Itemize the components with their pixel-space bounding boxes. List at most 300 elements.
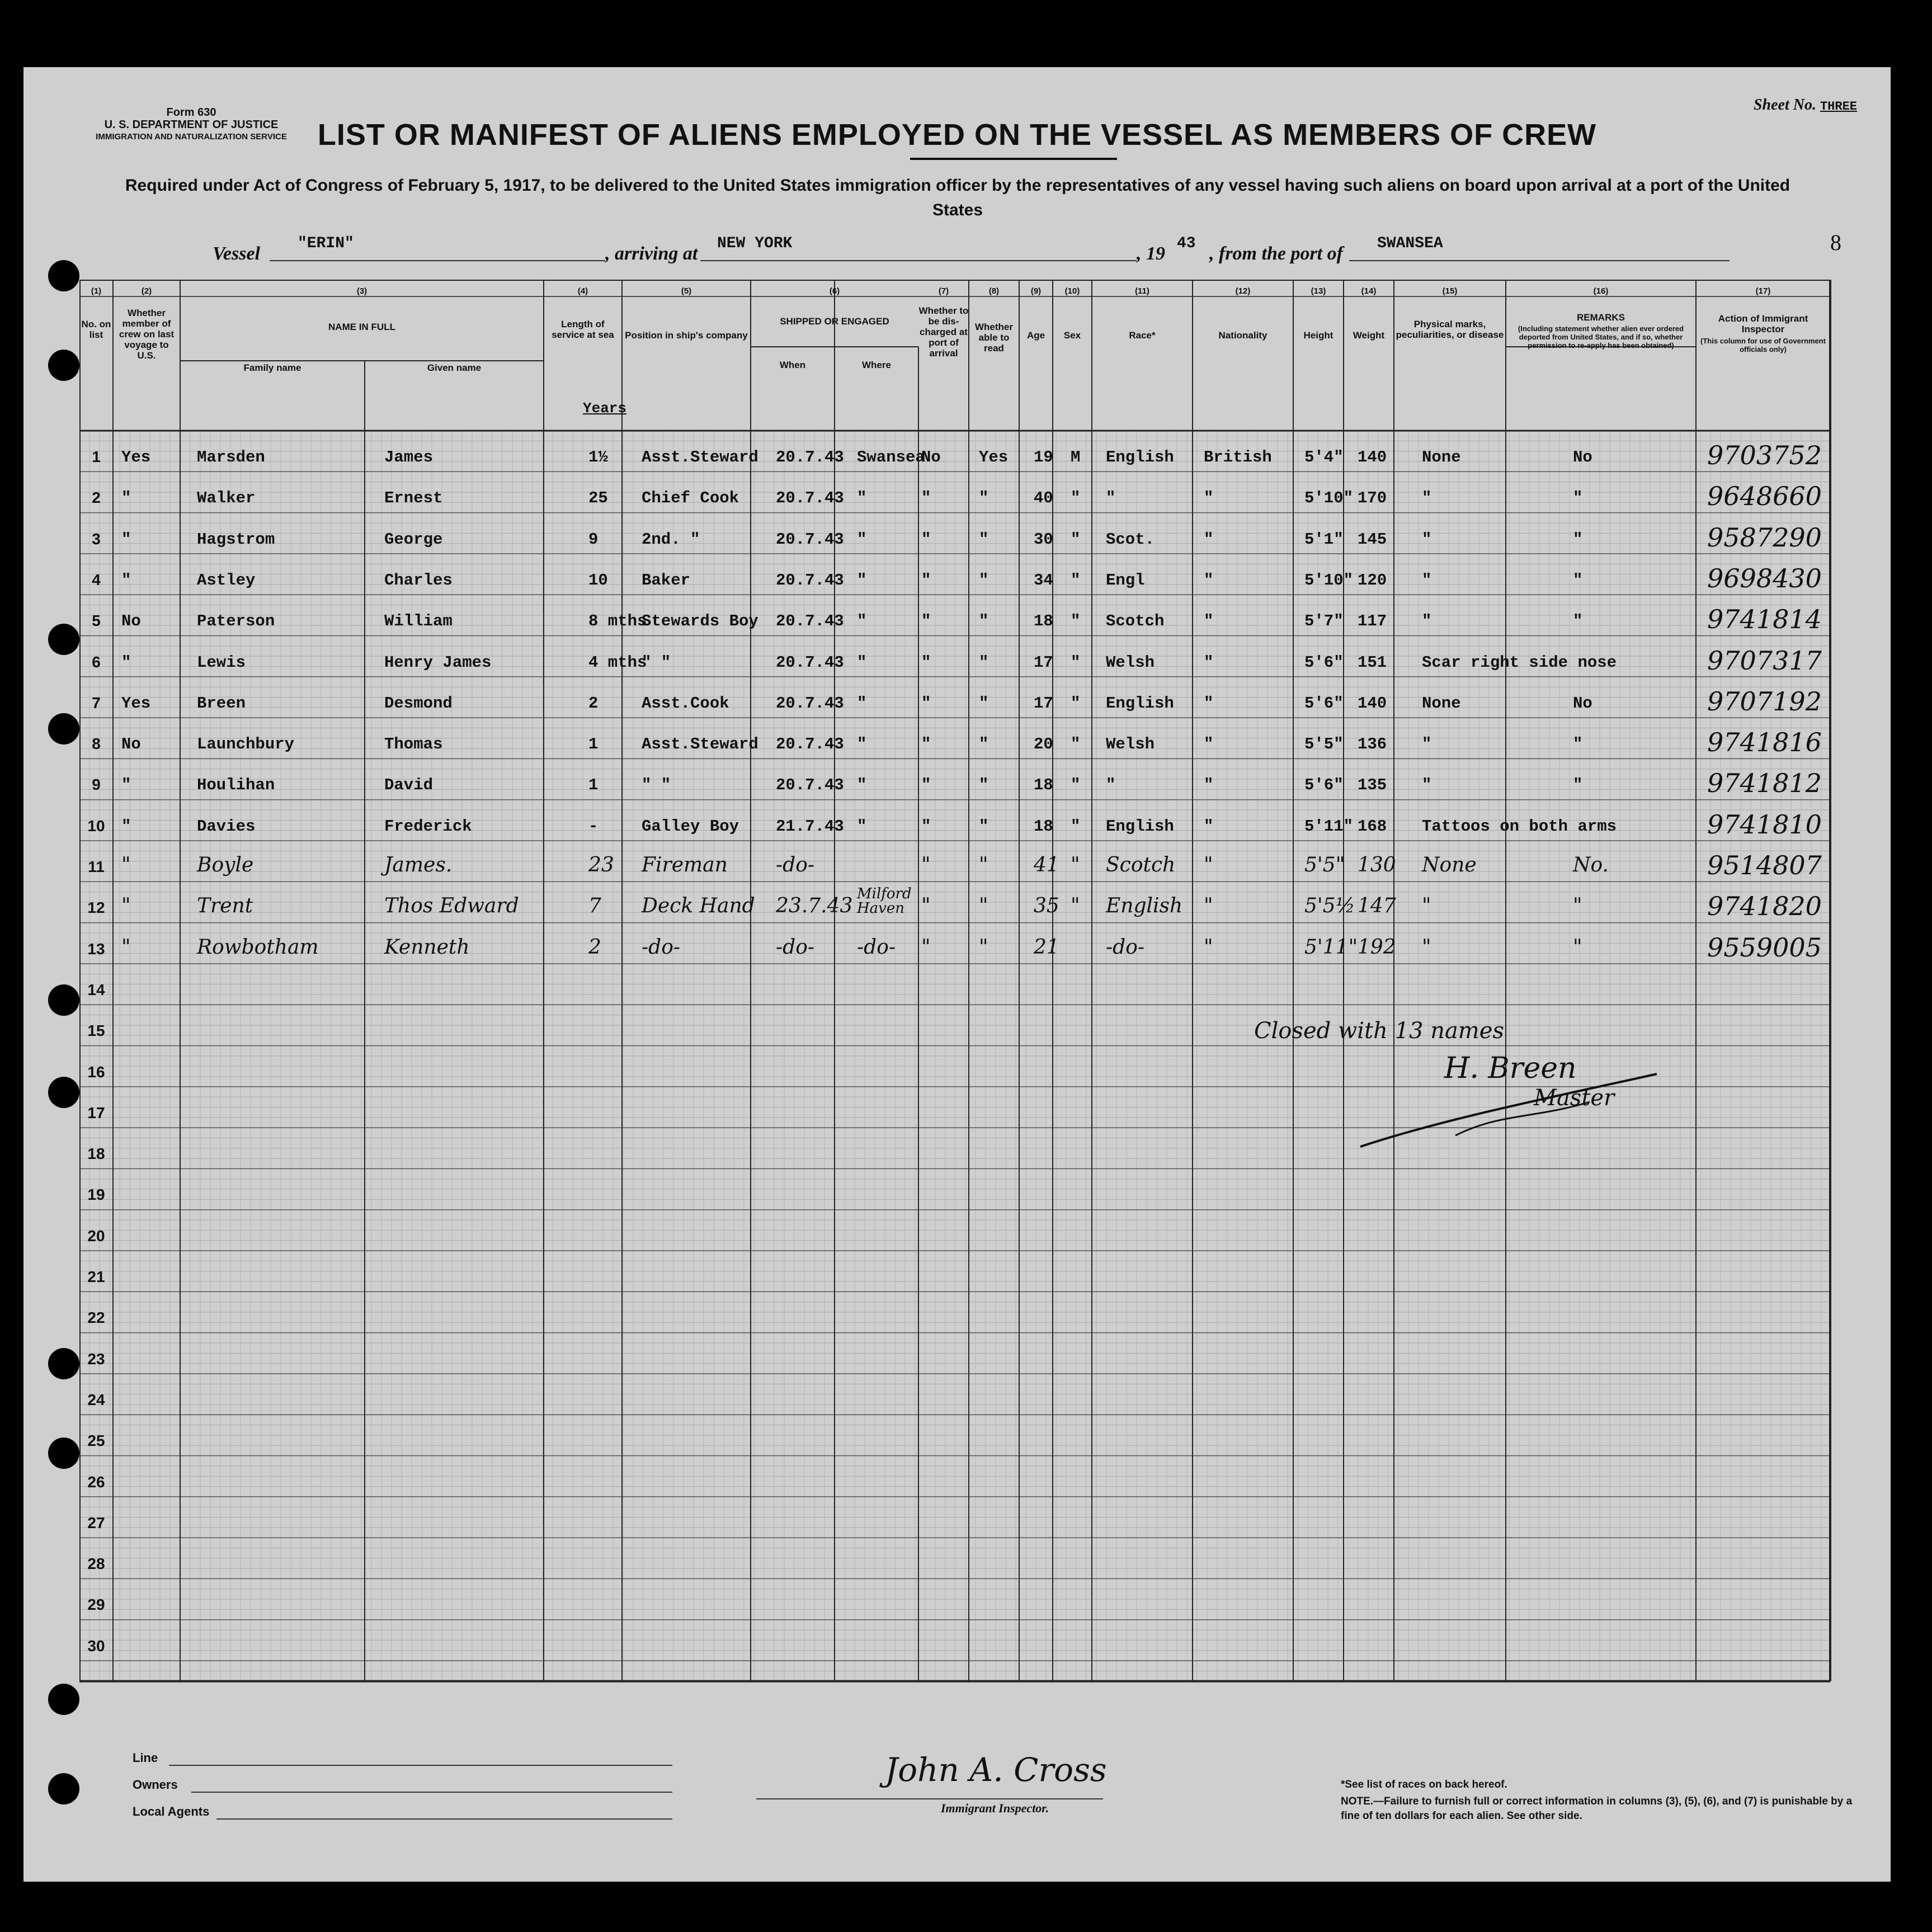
sheet-label: Sheet No. bbox=[1753, 96, 1816, 114]
header-sex: Sex bbox=[1063, 330, 1081, 341]
cell-marks: " bbox=[1422, 530, 1432, 549]
cell-discharged: " bbox=[921, 571, 931, 590]
cell-race: English bbox=[1106, 694, 1174, 713]
cell-discharged: " bbox=[921, 894, 931, 918]
cell-height: 5'1" bbox=[1304, 530, 1344, 549]
column-number-5: (5) bbox=[681, 286, 692, 296]
cell-given: George bbox=[384, 530, 443, 549]
cell-where: Swansea bbox=[857, 448, 925, 466]
header-no-on-list: No. on list bbox=[81, 319, 111, 340]
column-number-4: (4) bbox=[577, 286, 588, 296]
cell-race: English bbox=[1106, 894, 1183, 918]
cell-race: Welsh bbox=[1106, 735, 1155, 754]
cell-when: 20.7.43 bbox=[776, 489, 844, 508]
punch-hole bbox=[48, 1684, 79, 1715]
line-label: Line bbox=[133, 1751, 158, 1765]
column-number-9: (9) bbox=[1030, 286, 1042, 296]
row-number: 29 bbox=[87, 1596, 105, 1614]
cell-sex: " bbox=[1071, 776, 1081, 795]
cell-read: " bbox=[979, 894, 988, 918]
cell-weight: 168 bbox=[1358, 817, 1387, 836]
cell-weight: 135 bbox=[1358, 776, 1387, 795]
cell-sex: M bbox=[1071, 448, 1081, 466]
inspector-signature: John A. Cross bbox=[885, 1751, 1107, 1789]
cell-marks: Tattoos on both arms bbox=[1422, 817, 1617, 836]
row-number: 14 bbox=[87, 981, 105, 998]
vessel-label: Vessel bbox=[213, 243, 260, 264]
cell-family: Walker bbox=[197, 489, 256, 508]
cell-when: 20.7.43 bbox=[776, 776, 844, 795]
cell-age: 18 bbox=[1034, 612, 1053, 631]
sheet-number bbox=[1754, 96, 1857, 114]
cell-nationality: " bbox=[1204, 735, 1214, 754]
column-number-3: (3) bbox=[356, 286, 367, 296]
cell-read: Yes bbox=[979, 448, 1009, 466]
cell-nationality: " bbox=[1204, 530, 1214, 549]
cell-given: Kenneth bbox=[384, 935, 470, 959]
cell-position: Asst.Steward bbox=[642, 735, 758, 754]
column-number-17: (17) bbox=[1755, 286, 1771, 296]
form-number: Form 630 bbox=[166, 106, 216, 119]
cell-position: Stewards Boy bbox=[642, 612, 758, 631]
cell-discharged: " bbox=[921, 817, 931, 836]
cell-weight: 192 bbox=[1358, 935, 1396, 959]
cell-height: 5'5" bbox=[1304, 854, 1345, 877]
punch-hole bbox=[48, 713, 79, 744]
cell-where: " bbox=[857, 776, 867, 795]
cell-read: " bbox=[979, 571, 989, 590]
cell-service: - bbox=[588, 817, 599, 836]
cell-height: 5'6" bbox=[1304, 776, 1344, 795]
cell-remarks: " bbox=[1573, 612, 1583, 631]
cell-read: " bbox=[979, 694, 989, 713]
cell-given: Desmond bbox=[384, 694, 453, 713]
cell-weight: 151 bbox=[1358, 653, 1387, 672]
cell-when: 20.7.43 bbox=[776, 530, 844, 549]
cell-where: " bbox=[857, 694, 867, 713]
cell-when: 20.7.43 bbox=[776, 448, 844, 466]
cell-read: " bbox=[979, 817, 989, 836]
cell-discharged: " bbox=[921, 854, 931, 877]
cell-action: 9707317 bbox=[1707, 645, 1822, 676]
cell-remarks: " bbox=[1573, 489, 1583, 508]
cell-service: 1½ bbox=[588, 448, 608, 466]
punch-hole bbox=[48, 260, 79, 291]
cell-action: 9741816 bbox=[1707, 727, 1822, 758]
cell-height: 5'10" bbox=[1304, 489, 1354, 508]
from-port-label: , from the port of bbox=[1209, 243, 1343, 264]
owners-underline bbox=[191, 1792, 672, 1793]
column-number-13: (13) bbox=[1311, 286, 1326, 296]
cell-position: Baker bbox=[642, 571, 691, 590]
cell-read: " bbox=[979, 612, 989, 631]
cell-read: " bbox=[979, 776, 989, 795]
cell-nationality: " bbox=[1204, 489, 1214, 508]
row-number: 28 bbox=[87, 1555, 105, 1573]
row-number: 8 bbox=[92, 735, 101, 753]
cell-when: -do- bbox=[776, 854, 815, 877]
cell-nationality: " bbox=[1204, 817, 1214, 836]
owners-label: Owners bbox=[133, 1778, 178, 1792]
cell-when: 20.7.43 bbox=[776, 735, 844, 754]
cell-sex: " bbox=[1071, 612, 1081, 631]
master-title: Master bbox=[1534, 1085, 1615, 1111]
cell-discharged: " bbox=[921, 776, 931, 795]
cell-remarks: No. bbox=[1573, 854, 1609, 877]
cell-nationality: " bbox=[1204, 571, 1214, 590]
row-number: 26 bbox=[87, 1473, 105, 1491]
cell-weight: 140 bbox=[1358, 694, 1387, 713]
cell-sex: " bbox=[1071, 854, 1080, 877]
cell-family: Launchbury bbox=[197, 735, 295, 754]
cell-action: 9514807 bbox=[1707, 850, 1822, 880]
cell-given: Henry James bbox=[384, 653, 492, 672]
cell-marks: " bbox=[1422, 612, 1432, 631]
cell-remarks: " bbox=[1573, 894, 1582, 918]
cell-where: -do- bbox=[857, 935, 896, 959]
cell-age: 30 bbox=[1034, 530, 1053, 549]
cell-race: " bbox=[1106, 776, 1116, 795]
signature-flourish bbox=[1355, 1052, 1668, 1163]
row-number: 2 bbox=[92, 489, 101, 507]
cell-position: Chief Cook bbox=[642, 489, 739, 508]
cell-action: 9648660 bbox=[1707, 481, 1822, 512]
cell-when: 20.7.43 bbox=[776, 571, 844, 590]
cell-action: 9703752 bbox=[1707, 440, 1822, 470]
cell-age: 17 bbox=[1034, 694, 1053, 713]
column-number-6: (6) bbox=[829, 286, 840, 296]
row-number: 3 bbox=[92, 530, 101, 548]
row-number: 9 bbox=[92, 776, 101, 794]
cell-read: " bbox=[979, 735, 989, 754]
cell-sex: " bbox=[1071, 653, 1081, 672]
cell-discharged: " bbox=[921, 653, 931, 672]
header-height: Height bbox=[1303, 330, 1333, 341]
cell-read: " bbox=[979, 489, 989, 508]
cell-given: David bbox=[384, 776, 433, 795]
row-number: 23 bbox=[87, 1350, 105, 1368]
cell-remarks: No bbox=[1573, 694, 1592, 713]
cell-race: English bbox=[1106, 448, 1174, 466]
cell-nationality: " bbox=[1204, 653, 1214, 672]
header-last-voyage: Whether member of crew on last voyage to U.S. bbox=[119, 308, 175, 361]
cell-weight: 130 bbox=[1358, 854, 1396, 877]
cell-family: Rowbotham bbox=[197, 935, 319, 959]
cell-age: 18 bbox=[1034, 776, 1053, 795]
cell-position: " " bbox=[642, 653, 671, 672]
row-number: 6 bbox=[92, 653, 101, 671]
arriving-port: NEW YORK bbox=[717, 235, 793, 252]
inspector-underline bbox=[756, 1798, 1103, 1799]
cell-height: 5'6" bbox=[1304, 653, 1344, 672]
row-number: 18 bbox=[87, 1145, 105, 1163]
header-weight: Weight bbox=[1353, 330, 1385, 341]
column-number-10: (10) bbox=[1064, 286, 1080, 296]
cell-where: " bbox=[857, 571, 867, 590]
year-value: 43 bbox=[1177, 235, 1196, 252]
cell-position: -do- bbox=[642, 935, 681, 959]
cell-age: 19 bbox=[1034, 448, 1053, 466]
header-length-of-service: Length of service at sea bbox=[552, 319, 614, 340]
cell-nationality: " bbox=[1204, 776, 1214, 795]
cell-last: Yes bbox=[121, 448, 151, 466]
cell-position: Asst.Steward bbox=[642, 448, 758, 466]
row-number: 24 bbox=[87, 1391, 105, 1408]
cell-sex: " bbox=[1071, 817, 1081, 836]
cell-service: 23 bbox=[588, 854, 614, 877]
header-where: Where bbox=[862, 360, 891, 370]
cell-last: " bbox=[121, 817, 131, 836]
header-inspector-note: (This column for use of Government officials only) bbox=[1700, 337, 1826, 354]
cell-position: 2nd. " bbox=[642, 530, 700, 549]
row-number: 30 bbox=[87, 1637, 105, 1655]
cell-marks: " bbox=[1422, 935, 1431, 959]
punch-hole bbox=[48, 1348, 79, 1379]
column-number-14: (14) bbox=[1361, 286, 1377, 296]
cell-marks: None bbox=[1422, 854, 1477, 877]
cell-given: Frederick bbox=[384, 817, 472, 836]
cell-service: 25 bbox=[588, 489, 608, 508]
cell-discharged: No bbox=[921, 448, 941, 466]
header-family-name: Family name bbox=[243, 362, 301, 373]
cell-when: 23.7.43 bbox=[776, 894, 853, 918]
cell-height: 5'11" bbox=[1304, 935, 1358, 959]
punch-hole bbox=[48, 984, 79, 1016]
cell-last: No bbox=[121, 735, 141, 754]
punch-hole bbox=[48, 1077, 79, 1108]
cell-remarks: " bbox=[1573, 935, 1582, 959]
punch-hole bbox=[48, 350, 79, 381]
cell-race: Engl bbox=[1106, 571, 1145, 590]
cell-age: 21 bbox=[1034, 935, 1059, 959]
cell-where: " bbox=[857, 735, 867, 754]
column-number-11: (11) bbox=[1135, 286, 1149, 296]
cell-marks: " bbox=[1422, 894, 1431, 918]
cell-weight: 120 bbox=[1358, 571, 1387, 590]
cell-marks: None bbox=[1422, 448, 1461, 466]
cell-race: Scotch bbox=[1106, 612, 1165, 631]
header-race: Race* bbox=[1129, 330, 1156, 341]
page-title: LIST OR MANIFEST OF ALIENS EMPLOYED ON THE VESSEL AS MEMBERS OF CREW bbox=[317, 118, 1597, 152]
manifest-sheet bbox=[23, 67, 1891, 1882]
page-subtitle: Required under Act of Congress of February 5, 1917, to be delivered to the United States immigration officer by the representatives of any vessel having such aliens on board upon arrival at a port of the United States bbox=[125, 176, 1790, 219]
cell-weight: 147 bbox=[1358, 894, 1396, 918]
manifest-grid bbox=[79, 280, 1891, 1801]
row-number: 1 bbox=[92, 448, 101, 465]
row-number: 25 bbox=[87, 1432, 105, 1450]
cell-race: -do- bbox=[1106, 935, 1145, 959]
row-number: 19 bbox=[87, 1186, 105, 1204]
vessel-underline bbox=[270, 260, 605, 261]
cell-marks: " bbox=[1422, 776, 1432, 795]
cell-where: " bbox=[857, 530, 867, 549]
cell-read: " bbox=[979, 935, 988, 959]
cell-last: " bbox=[121, 530, 131, 549]
cell-age: 17 bbox=[1034, 653, 1053, 672]
cell-marks: None bbox=[1422, 694, 1461, 713]
cell-marks: " bbox=[1422, 571, 1432, 590]
cell-race: Scot. bbox=[1106, 530, 1155, 549]
cell-given: James bbox=[384, 448, 433, 466]
line-underline bbox=[169, 1765, 672, 1766]
cell-position: " " bbox=[642, 776, 671, 795]
header-position: Position in ship's company bbox=[625, 330, 748, 341]
header-when: When bbox=[779, 360, 806, 370]
cell-height: 5'5" bbox=[1304, 735, 1344, 754]
cell-remarks: No bbox=[1573, 448, 1592, 466]
cell-sex: " bbox=[1071, 571, 1081, 590]
cell-nationality: " bbox=[1204, 694, 1214, 713]
title-underline bbox=[910, 158, 1117, 160]
cell-last: " bbox=[121, 653, 131, 672]
cell-where: " bbox=[857, 612, 867, 631]
local-agents-label: Local Agents bbox=[133, 1804, 210, 1818]
header-name-in-full: NAME IN FULL bbox=[328, 322, 395, 332]
cell-nationality: " bbox=[1204, 894, 1213, 918]
cell-given: Thos Edward bbox=[384, 894, 519, 918]
header-given-name: Given name bbox=[427, 362, 482, 373]
cell-service: 2 bbox=[588, 935, 601, 959]
cell-action: 9741814 bbox=[1707, 604, 1822, 635]
cell-race: Welsh bbox=[1106, 653, 1155, 672]
department-name: U. S. DEPARTMENT OF JUSTICE bbox=[104, 119, 279, 131]
cell-service: 7 bbox=[588, 894, 601, 918]
header-nationality: Nationality bbox=[1218, 330, 1267, 341]
vessel-name: "ERIN" bbox=[298, 235, 354, 252]
cell-last: Yes bbox=[121, 694, 151, 713]
cell-action: 9741812 bbox=[1707, 768, 1822, 799]
row-number: 22 bbox=[87, 1309, 105, 1327]
cell-service: 10 bbox=[588, 571, 608, 590]
row-number: 4 bbox=[92, 571, 101, 588]
cell-read: " bbox=[979, 653, 989, 672]
cell-family: Trent bbox=[197, 894, 253, 918]
cell-family: Davies bbox=[197, 817, 256, 836]
cell-sex: " bbox=[1071, 735, 1081, 754]
cell-read: " bbox=[979, 854, 988, 877]
cell-age: 40 bbox=[1034, 489, 1053, 508]
cell-race: " bbox=[1106, 489, 1116, 508]
cell-last: " bbox=[121, 776, 131, 795]
cell-service: 1 bbox=[588, 776, 599, 795]
column-number-8: (8) bbox=[988, 286, 1000, 296]
closing-note: Closed with 13 names bbox=[1254, 1018, 1504, 1044]
years-label: Years bbox=[583, 400, 627, 417]
cell-family: Boyle bbox=[197, 854, 254, 877]
cell-family: Hagstrom bbox=[197, 530, 275, 549]
row-number: 13 bbox=[87, 940, 105, 958]
cell-discharged: " bbox=[921, 489, 931, 508]
cell-where: Milford Haven bbox=[857, 885, 912, 917]
cell-discharged: " bbox=[921, 735, 931, 754]
cell-when: -do- bbox=[776, 935, 815, 959]
cell-marks: " bbox=[1422, 489, 1432, 508]
from-port-underline bbox=[1349, 260, 1730, 261]
cell-service: 4 mths bbox=[588, 653, 647, 672]
cell-read: " bbox=[979, 530, 989, 549]
header-age: Age bbox=[1026, 330, 1045, 341]
header-remarks-note: (Including statement whether alien ever ordered deported from United States, and if so, whether permission to re-apply has been obtained) bbox=[1518, 324, 1684, 350]
cell-age: 18 bbox=[1034, 817, 1053, 836]
cell-last: " bbox=[121, 894, 131, 918]
cell-marks: " bbox=[1422, 735, 1432, 754]
cell-last: " bbox=[121, 854, 131, 877]
cell-weight: 117 bbox=[1358, 612, 1387, 631]
row-number: 16 bbox=[87, 1063, 105, 1081]
header-shipped-engaged: SHIPPED OR ENGAGED bbox=[780, 316, 889, 327]
row-number: 27 bbox=[87, 1514, 105, 1532]
cell-nationality: British bbox=[1204, 448, 1272, 466]
cell-service: 8 mths bbox=[588, 612, 647, 631]
cell-given: Thomas bbox=[384, 735, 443, 754]
cell-sex: " bbox=[1071, 694, 1081, 713]
arriving-underline bbox=[700, 260, 1137, 261]
cell-age: 35 bbox=[1034, 894, 1059, 918]
row-number: 21 bbox=[87, 1268, 105, 1285]
cell-height: 5'7" bbox=[1304, 612, 1344, 631]
cell-family: Astley bbox=[197, 571, 256, 590]
cell-action: 9741820 bbox=[1707, 891, 1822, 922]
cell-remarks: " bbox=[1573, 735, 1583, 754]
cell-height: 5'10" bbox=[1304, 571, 1354, 590]
cell-marks: Scar right side nose bbox=[1422, 653, 1617, 672]
cell-when: 21.7.43 bbox=[776, 817, 844, 836]
header-remarks: REMARKS bbox=[1577, 312, 1625, 323]
cell-family: Lewis bbox=[197, 653, 246, 672]
column-number-1: (1) bbox=[91, 286, 102, 296]
column-number-15: (15) bbox=[1442, 286, 1458, 296]
cell-nationality: " bbox=[1204, 854, 1213, 877]
cell-action: 9559005 bbox=[1707, 932, 1822, 963]
sheet-value: THREE bbox=[1820, 100, 1857, 114]
from-port: SWANSEA bbox=[1377, 235, 1443, 252]
cell-sex: " bbox=[1071, 530, 1081, 549]
header-discharged: Whether to be dis-charged at port of arrival bbox=[918, 305, 969, 359]
row-number: 10 bbox=[87, 817, 105, 835]
cell-nationality: " bbox=[1204, 612, 1214, 631]
cell-remarks: " bbox=[1573, 571, 1583, 590]
cell-age: 41 bbox=[1034, 854, 1059, 877]
page-number: 8 bbox=[1830, 230, 1841, 255]
cell-service: 9 bbox=[588, 530, 599, 549]
cell-remarks: " bbox=[1573, 776, 1583, 795]
row-number: 17 bbox=[87, 1104, 105, 1121]
row-number: 7 bbox=[92, 694, 101, 711]
row-number: 15 bbox=[87, 1022, 105, 1040]
cell-position: Deck Hand bbox=[642, 894, 755, 918]
column-number-7: (7) bbox=[938, 286, 949, 296]
cell-sex: " bbox=[1071, 489, 1081, 508]
cell-discharged: " bbox=[921, 530, 931, 549]
cell-race: Scotch bbox=[1106, 854, 1176, 877]
cell-height: 5'4" bbox=[1304, 448, 1344, 466]
cell-sex: " bbox=[1071, 894, 1080, 918]
cell-when: 20.7.43 bbox=[776, 694, 844, 713]
cell-family: Breen bbox=[197, 694, 246, 713]
race-note: *See list of races on back hereof. bbox=[1341, 1779, 1507, 1790]
cell-race: English bbox=[1106, 817, 1174, 836]
cell-last: No bbox=[121, 612, 141, 631]
cell-action: 9698430 bbox=[1707, 563, 1822, 593]
cell-height: 5'5½ bbox=[1304, 894, 1355, 918]
cell-action: 9587290 bbox=[1707, 522, 1822, 553]
cell-weight: 140 bbox=[1358, 448, 1387, 466]
cell-position: Galley Boy bbox=[642, 817, 739, 836]
header-physical-marks: Physical marks, peculiarities, or disease bbox=[1396, 319, 1504, 340]
cell-service: 2 bbox=[588, 694, 599, 713]
cell-where: " bbox=[857, 817, 867, 836]
row-number: 11 bbox=[88, 858, 105, 875]
